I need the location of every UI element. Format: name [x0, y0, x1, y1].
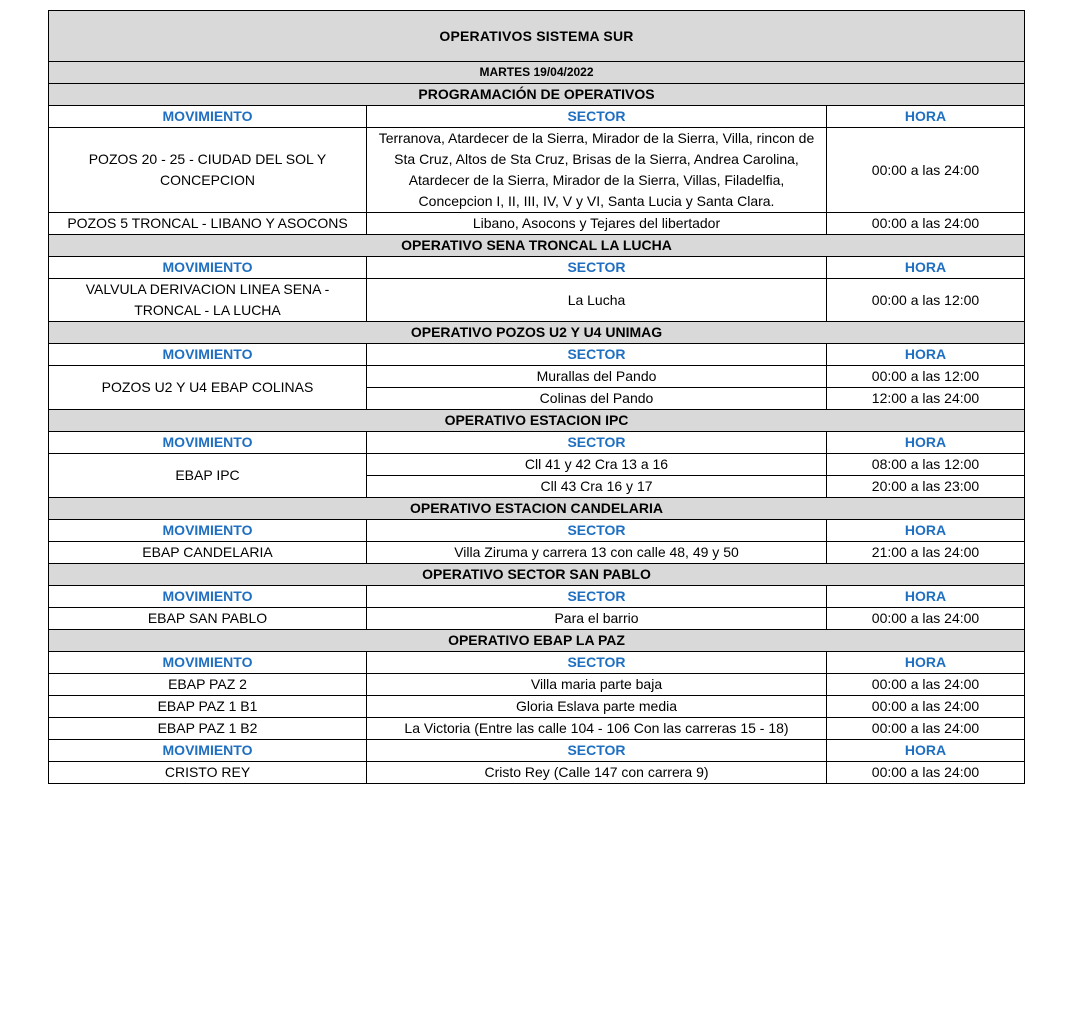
column-header-row: [49, 652, 1025, 674]
section-title-row: [49, 322, 1025, 344]
column-header-row: [49, 520, 1025, 542]
section-title: PROGRAMACIÓN DE OPERATIVOS: [49, 84, 1025, 106]
table-row: [49, 674, 1025, 696]
cell-movimiento: EBAP CANDELARIA: [49, 542, 367, 564]
cell-hora: 00:00 a las 24:00: [827, 128, 1025, 213]
table-row: [49, 213, 1025, 235]
header-movimiento: MOVIMIENTO: [49, 652, 367, 674]
cell-hora: 20:00 a las 23:00: [827, 476, 1025, 498]
cell-hora: 08:00 a las 12:00: [827, 454, 1025, 476]
cell-movimiento: EBAP PAZ 2: [49, 674, 367, 696]
cell-movimiento: EBAP SAN PABLO: [49, 608, 367, 630]
cell-sector: Cristo Rey (Calle 147 con carrera 9): [367, 762, 827, 784]
cell-sector: Cll 41 y 42 Cra 13 a 16: [367, 454, 827, 476]
header-movimiento: MOVIMIENTO: [49, 586, 367, 608]
header-hora: HORA: [827, 106, 1025, 128]
header-sector: SECTOR: [367, 257, 827, 279]
header-hora: HORA: [827, 740, 1025, 762]
cell-hora: 00:00 a las 24:00: [827, 213, 1025, 235]
header-movimiento: MOVIMIENTO: [49, 106, 367, 128]
header-movimiento: MOVIMIENTO: [49, 740, 367, 762]
table-row: [49, 762, 1025, 784]
cell-hora: 12:00 a las 24:00: [827, 388, 1025, 410]
table-row: [49, 128, 1025, 213]
cell-sector: Libano, Asocons y Tejares del libertador: [367, 213, 827, 235]
cell-hora: 00:00 a las 24:00: [827, 718, 1025, 740]
operativos-table: [48, 10, 1025, 784]
section-title: OPERATIVO ESTACION IPC: [49, 410, 1025, 432]
cell-hora: 21:00 a las 24:00: [827, 542, 1025, 564]
section-title: OPERATIVO EBAP LA PAZ: [49, 630, 1025, 652]
section-title-row: [49, 410, 1025, 432]
operativos-sheet: [48, 10, 1024, 784]
header-hora: HORA: [827, 520, 1025, 542]
cell-movimiento: CRISTO REY: [49, 762, 367, 784]
header-hora: HORA: [827, 257, 1025, 279]
cell-sector: Murallas del Pando: [367, 366, 827, 388]
section-title-row: [49, 84, 1025, 106]
header-movimiento: MOVIMIENTO: [49, 520, 367, 542]
cell-hora: 00:00 a las 12:00: [827, 366, 1025, 388]
header-hora: HORA: [827, 344, 1025, 366]
cell-sector: Colinas del Pando: [367, 388, 827, 410]
cell-hora: 00:00 a las 24:00: [827, 696, 1025, 718]
header-movimiento: MOVIMIENTO: [49, 257, 367, 279]
header-hora: HORA: [827, 586, 1025, 608]
header-movimiento: MOVIMIENTO: [49, 344, 367, 366]
section-title: OPERATIVO SECTOR SAN PABLO: [49, 564, 1025, 586]
table-row: [49, 542, 1025, 564]
cell-hora: 00:00 a las 24:00: [827, 674, 1025, 696]
column-header-row: [49, 344, 1025, 366]
column-header-row: [49, 586, 1025, 608]
column-header-row: [49, 257, 1025, 279]
column-header-row: [49, 106, 1025, 128]
cell-movimiento: VALVULA DERIVACION LINEA SENA - TRONCAL - LA LUCHA: [49, 279, 367, 322]
table-row: [49, 608, 1025, 630]
cell-movimiento: POZOS U2 Y U4 EBAP COLINAS: [49, 366, 367, 410]
header-sector: SECTOR: [367, 740, 827, 762]
header-sector: SECTOR: [367, 652, 827, 674]
section-title-row: [49, 235, 1025, 257]
table-row: [49, 279, 1025, 322]
column-header-row: [49, 432, 1025, 454]
section-title: OPERATIVO POZOS U2 Y U4 UNIMAG: [49, 322, 1025, 344]
cell-sector: Gloria Eslava parte media: [367, 696, 827, 718]
cell-sector: Cll 43 Cra 16 y 17: [367, 476, 827, 498]
header-sector: SECTOR: [367, 432, 827, 454]
sheet-date: MARTES 19/04/2022: [49, 62, 1025, 84]
cell-hora: 00:00 a las 24:00: [827, 762, 1025, 784]
cell-sector: La Lucha: [367, 279, 827, 322]
table-row: [49, 454, 1025, 476]
table-row: [49, 696, 1025, 718]
cell-sector: Terranova, Atardecer de la Sierra, Mirador de la Sierra, Villa, rincon de Sta Cruz, Altos de Sta Cruz, Brisas de la Sierra, Andrea Carolina, Atardecer de la Sierra, Mirador de la Sierra, Villas, Filadelfia, Concepcion I, II, III, IV, V y VI, Santa Lucia y Santa Clara.: [367, 128, 827, 213]
table-row: [49, 718, 1025, 740]
cell-sector: Villa Ziruma y carrera 13 con calle 48, 49 y 50: [367, 542, 827, 564]
cell-movimiento: POZOS 20 - 25 - CIUDAD DEL SOL Y CONCEPCION: [49, 128, 367, 213]
cell-sector: Villa maria parte baja: [367, 674, 827, 696]
cell-movimiento: EBAP PAZ 1 B2: [49, 718, 367, 740]
cell-movimiento: POZOS 5 TRONCAL - LIBANO Y ASOCONS: [49, 213, 367, 235]
cell-hora: 00:00 a las 24:00: [827, 608, 1025, 630]
header-movimiento: MOVIMIENTO: [49, 432, 367, 454]
section-title: OPERATIVO SENA TRONCAL LA LUCHA: [49, 235, 1025, 257]
header-sector: SECTOR: [367, 106, 827, 128]
cell-sector: Para el barrio: [367, 608, 827, 630]
cell-hora: 00:00 a las 12:00: [827, 279, 1025, 322]
header-sector: SECTOR: [367, 344, 827, 366]
sheet-title: OPERATIVOS SISTEMA SUR: [49, 11, 1025, 62]
header-hora: HORA: [827, 432, 1025, 454]
table-row: [49, 366, 1025, 388]
header-sector: SECTOR: [367, 586, 827, 608]
section-title-row: [49, 498, 1025, 520]
header-hora: HORA: [827, 652, 1025, 674]
cell-sector: La Victoria (Entre las calle 104 - 106 Con las carreras 15 - 18): [367, 718, 827, 740]
header-sector: SECTOR: [367, 520, 827, 542]
column-header-row: [49, 740, 1025, 762]
cell-movimiento: EBAP IPC: [49, 454, 367, 498]
section-title: OPERATIVO ESTACION CANDELARIA: [49, 498, 1025, 520]
section-title-row: [49, 564, 1025, 586]
cell-movimiento: EBAP PAZ 1 B1: [49, 696, 367, 718]
section-title-row: [49, 630, 1025, 652]
